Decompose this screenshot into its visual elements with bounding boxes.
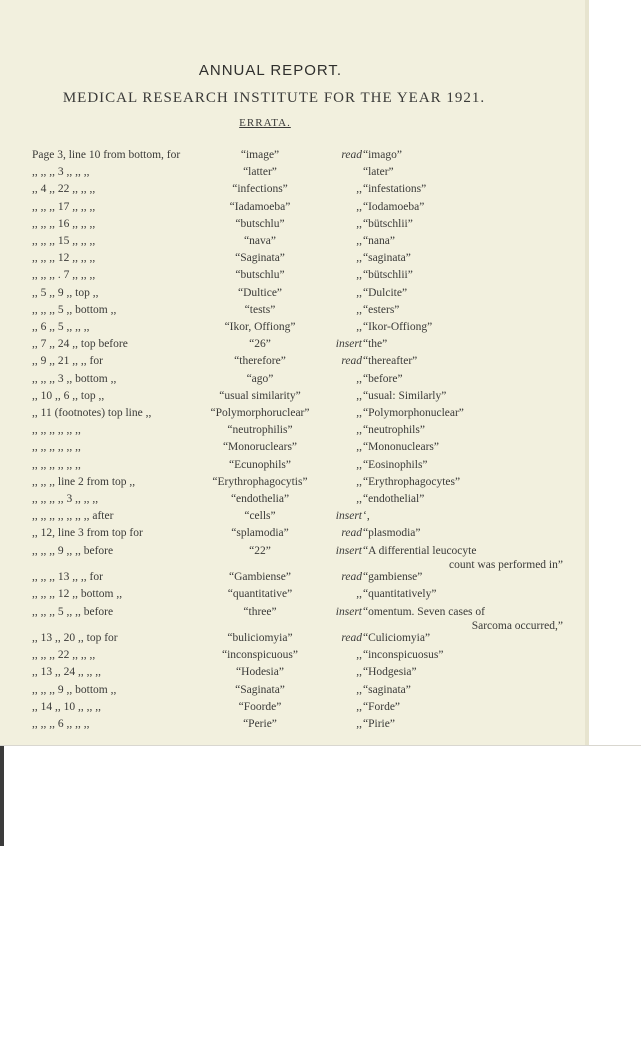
errata-row — [0, 321, 585, 339]
errata-action: ,, — [356, 649, 362, 662]
errata-original: “ago” — [246, 372, 274, 385]
errata-location: ,, 10 ,, 6 ,, top ,, — [32, 389, 105, 402]
errata-correction: “later” — [363, 166, 394, 179]
errata-correction: “bütschlii” — [363, 269, 413, 282]
errata-row — [0, 571, 585, 589]
errata-location: ,, ,, ,, ,, ,, ,, — [32, 441, 81, 454]
errata-action: read — [341, 632, 362, 644]
errata-original: “Dultice” — [237, 286, 283, 299]
errata-action: insert — [335, 544, 362, 557]
errata-location: ,, 14 ,, 10 ,, ,, ,, — [32, 700, 101, 713]
errata-row — [0, 684, 585, 702]
errata-action: read — [341, 527, 362, 540]
errata-location: ,, ,, ,, 6 ,, ,, ,, — [32, 718, 90, 730]
errata-correction: “before” — [363, 372, 403, 385]
errata-location: ,, 7 ,, 24 ,, top before — [32, 338, 128, 351]
errata-correction: “nana” — [363, 235, 395, 247]
errata-original: “Perie” — [243, 718, 277, 730]
errata-location: ,, 9 ,, 21 ,, ,, for — [32, 355, 103, 368]
errata-correction: “usual: Similarly” — [363, 389, 447, 402]
errata-row — [0, 632, 585, 650]
errata-location: ,, ,, ,, 5 ,, bottom ,, — [32, 303, 117, 316]
errata-location: ,, ,, ,, 3 ,, bottom ,, — [32, 372, 117, 385]
errata-row — [0, 269, 585, 287]
errata-correction: “quantitatively” — [363, 588, 437, 601]
errata-action: ,, — [356, 458, 362, 471]
errata-row — [0, 605, 585, 632]
errata-action: ,, — [356, 372, 362, 385]
errata-row — [0, 149, 585, 167]
errata-action: ,, — [356, 493, 362, 505]
errata-correction: “Iodamoeba” — [363, 200, 425, 213]
errata-original: “three” — [243, 605, 277, 618]
errata-row — [0, 252, 585, 270]
errata-location: ,, ,, ,, 5 ,, ,, before — [32, 605, 114, 618]
errata-action: ,, — [356, 683, 362, 696]
errata-location: ,, ,, ,, line 2 from top ,, — [32, 475, 136, 488]
errata-action: ,, — [356, 321, 362, 333]
errata-correction: “Erythrophagocytes” — [363, 475, 461, 488]
errata-location: ,, ,, ,, 9 ,, ,, before — [32, 544, 114, 557]
errata-row — [0, 459, 585, 477]
errata-heading: ERRATA. — [239, 117, 291, 129]
errata-location: ,, ,, ,, 13 ,, ,, for — [32, 571, 103, 584]
errata-location: ,, ,, ,, 3 ,, ,, ,, — [32, 166, 90, 179]
errata-correction: “imago” — [363, 149, 402, 161]
errata-row — [0, 701, 585, 719]
errata-action: read — [341, 571, 362, 584]
errata-row — [0, 666, 585, 684]
errata-original: “26” — [249, 338, 271, 351]
errata-action: insert — [335, 510, 362, 523]
errata-correction: “Culiciomyia” — [363, 632, 431, 644]
errata-action: ,, — [356, 475, 362, 488]
errata-action: ,, — [356, 700, 362, 713]
errata-row — [0, 201, 585, 219]
errata-location: ,, ,, ,, 12 ,, ,, ,, — [32, 252, 96, 265]
errata-action: ,, — [356, 718, 362, 730]
errata-location: ,, 13 ,, 20 ,, top for — [32, 632, 118, 644]
errata-action: ,, — [356, 235, 362, 247]
errata-row — [0, 424, 585, 442]
errata-original: “Saginata” — [235, 252, 285, 265]
errata-row — [0, 287, 585, 305]
errata-original: “nava” — [244, 235, 276, 247]
errata-correction: “the” — [363, 338, 388, 351]
errata-correction: “Pirie” — [363, 718, 395, 730]
errata-location: ,, ,, ,, 16 ,, ,, ,, — [32, 217, 96, 230]
errata-row — [0, 441, 585, 459]
errata-original: “Monoruclears” — [222, 441, 298, 454]
errata-location: ,, 5 ,, 9 ,, top ,, — [32, 286, 99, 299]
errata-row — [0, 588, 585, 606]
errata-action: ,, — [356, 269, 362, 282]
errata-action: ,, — [356, 217, 362, 230]
errata-original: “endothelia” — [230, 493, 290, 505]
errata-original: “butschlu” — [235, 269, 285, 282]
errata-correction: ‘, — [363, 510, 370, 523]
errata-action: ,, — [356, 424, 362, 437]
errata-row — [0, 235, 585, 253]
errata-location: ,, 13 ,, 24 ,, ,, ,, — [32, 666, 101, 679]
errata-original: “22” — [249, 544, 271, 557]
errata-row — [0, 304, 585, 322]
errata-row — [0, 407, 585, 425]
errata-original: “cells” — [244, 510, 276, 523]
errata-location: ,, ,, ,, 15 ,, ,, ,, — [32, 235, 96, 247]
errata-original: “Polymorphoruclear” — [210, 407, 310, 419]
errata-action: ,, — [356, 200, 362, 213]
errata-original: “buliciomyia” — [227, 632, 293, 644]
errata-original: “image” — [240, 149, 280, 161]
errata-correction: “omentum. Seven cases of — [363, 605, 485, 618]
errata-correction: “Ikor-Offiong” — [363, 321, 433, 333]
errata-correction: “inconspicuosus” — [363, 649, 444, 662]
errata-row — [0, 218, 585, 236]
errata-original: “usual similarity” — [219, 389, 301, 402]
errata-location: ,, ,, ,, ,, ,, ,, — [32, 458, 81, 471]
errata-row — [0, 527, 585, 545]
errata-location: ,, ,, ,, . 7 ,, ,, ,, — [32, 269, 96, 282]
errata-location: ,, ,, ,, 9 ,, bottom ,, — [32, 683, 117, 696]
errata-action: ,, — [356, 183, 362, 196]
errata-original: “tests” — [244, 303, 276, 316]
errata-correction: “neutrophils” — [363, 424, 425, 437]
errata-row — [0, 373, 585, 391]
errata-correction: “bütschlii” — [363, 217, 413, 230]
errata-action: ,, — [356, 389, 362, 402]
errata-original: “Saginata” — [235, 683, 285, 696]
errata-original: “Iadamoeba” — [229, 200, 291, 213]
errata-location: ,, 11 (footnotes) top line ,, — [32, 407, 152, 419]
errata-original: “splamodia” — [231, 527, 289, 540]
errata-correction: “gambiense” — [363, 571, 423, 584]
errata-location: ,, 4 ,, 22 ,, ,, ,, — [32, 183, 96, 196]
errata-action: ,, — [356, 286, 362, 299]
errata-location: ,, ,, ,, ,, 3 ,, ,, ,, — [32, 493, 99, 505]
errata-action: read — [341, 149, 362, 161]
errata-original: “butschlu” — [235, 217, 285, 230]
report-title: ANNUAL REPORT. — [198, 62, 343, 79]
errata-row — [0, 166, 585, 184]
errata-location: ,, ,, ,, ,, ,, ,, ,, after — [32, 510, 114, 523]
errata-correction-cont: Sarcoma occurred,” — [471, 619, 563, 632]
errata-location: ,, ,, ,, 22 ,, ,, ,, — [32, 649, 96, 662]
errata-original: “Erythrophagocytis” — [212, 475, 308, 488]
errata-original: “therefore” — [234, 355, 286, 368]
errata-row — [0, 355, 585, 373]
report-subtitle: MEDICAL RESEARCH INSTITUTE FOR THE YEAR 1921. — [62, 90, 486, 106]
errata-original: “Ecunophils” — [229, 458, 291, 471]
errata-row — [0, 476, 585, 494]
errata-row — [0, 510, 585, 528]
binding-mark — [0, 746, 4, 846]
errata-correction: “Forde” — [363, 700, 401, 713]
errata-row — [0, 338, 585, 356]
errata-correction: “infestations” — [363, 183, 427, 196]
errata-row — [0, 544, 585, 571]
errata-original: “neutrophilis” — [227, 424, 293, 437]
errata-correction: “esters” — [363, 303, 400, 316]
errata-location: ,, ,, ,, ,, ,, ,, — [32, 424, 81, 437]
errata-original: “quantitative” — [227, 588, 293, 601]
errata-correction: “endothelial” — [363, 493, 425, 505]
errata-original: “inconspicuous” — [221, 649, 298, 662]
page-edge — [585, 0, 589, 745]
errata-action: read — [341, 355, 362, 368]
errata-action: ,, — [356, 441, 362, 454]
errata-action: ,, — [356, 588, 362, 601]
errata-correction: “Eosinophils” — [363, 458, 428, 471]
errata-action: insert — [335, 605, 362, 618]
errata-correction: “saginata” — [363, 252, 411, 265]
errata-action: ,, — [356, 407, 362, 419]
errata-location: ,, ,, ,, 17 ,, ,, ,, — [32, 200, 96, 213]
errata-correction: “saginata” — [363, 683, 411, 696]
errata-correction: “Hodgesia” — [363, 666, 417, 679]
page-bottom-line — [0, 745, 641, 746]
errata-correction: “plasmodia” — [363, 527, 421, 540]
errata-correction: “Mononuclears” — [363, 441, 439, 454]
errata-correction: “A differential leucocyte — [363, 544, 477, 557]
errata-original: “Hodesia” — [236, 666, 284, 679]
errata-row — [0, 390, 585, 408]
errata-action: ,, — [356, 252, 362, 265]
errata-row — [0, 183, 585, 201]
errata-original: “latter” — [243, 166, 277, 179]
errata-correction: “Dulcite” — [363, 286, 408, 299]
errata-action: insert — [335, 338, 362, 351]
errata-original: “Ikor, Offiong” — [224, 321, 296, 333]
errata-row — [0, 493, 585, 511]
errata-row — [0, 649, 585, 667]
errata-correction: “Polymorphonuclear” — [363, 407, 464, 419]
errata-correction: “thereafter” — [363, 355, 418, 368]
errata-correction-cont: count was performed in” — [448, 558, 563, 571]
errata-original: “infections” — [232, 183, 288, 196]
errata-row — [0, 718, 585, 736]
errata-location: ,, 6 ,, 5 ,, ,, ,, — [32, 321, 90, 333]
errata-original: “Gambiense” — [229, 571, 291, 584]
errata-location: ,, ,, ,, 12 ,, bottom ,, — [32, 588, 123, 601]
errata-original: “Foorde” — [238, 700, 282, 713]
errata-action: ,, — [356, 666, 362, 679]
errata-action: ,, — [356, 303, 362, 316]
errata-location: Page 3, line 10 from bottom, for — [32, 149, 181, 161]
errata-location: ,, 12, line 3 from top for — [32, 527, 143, 540]
